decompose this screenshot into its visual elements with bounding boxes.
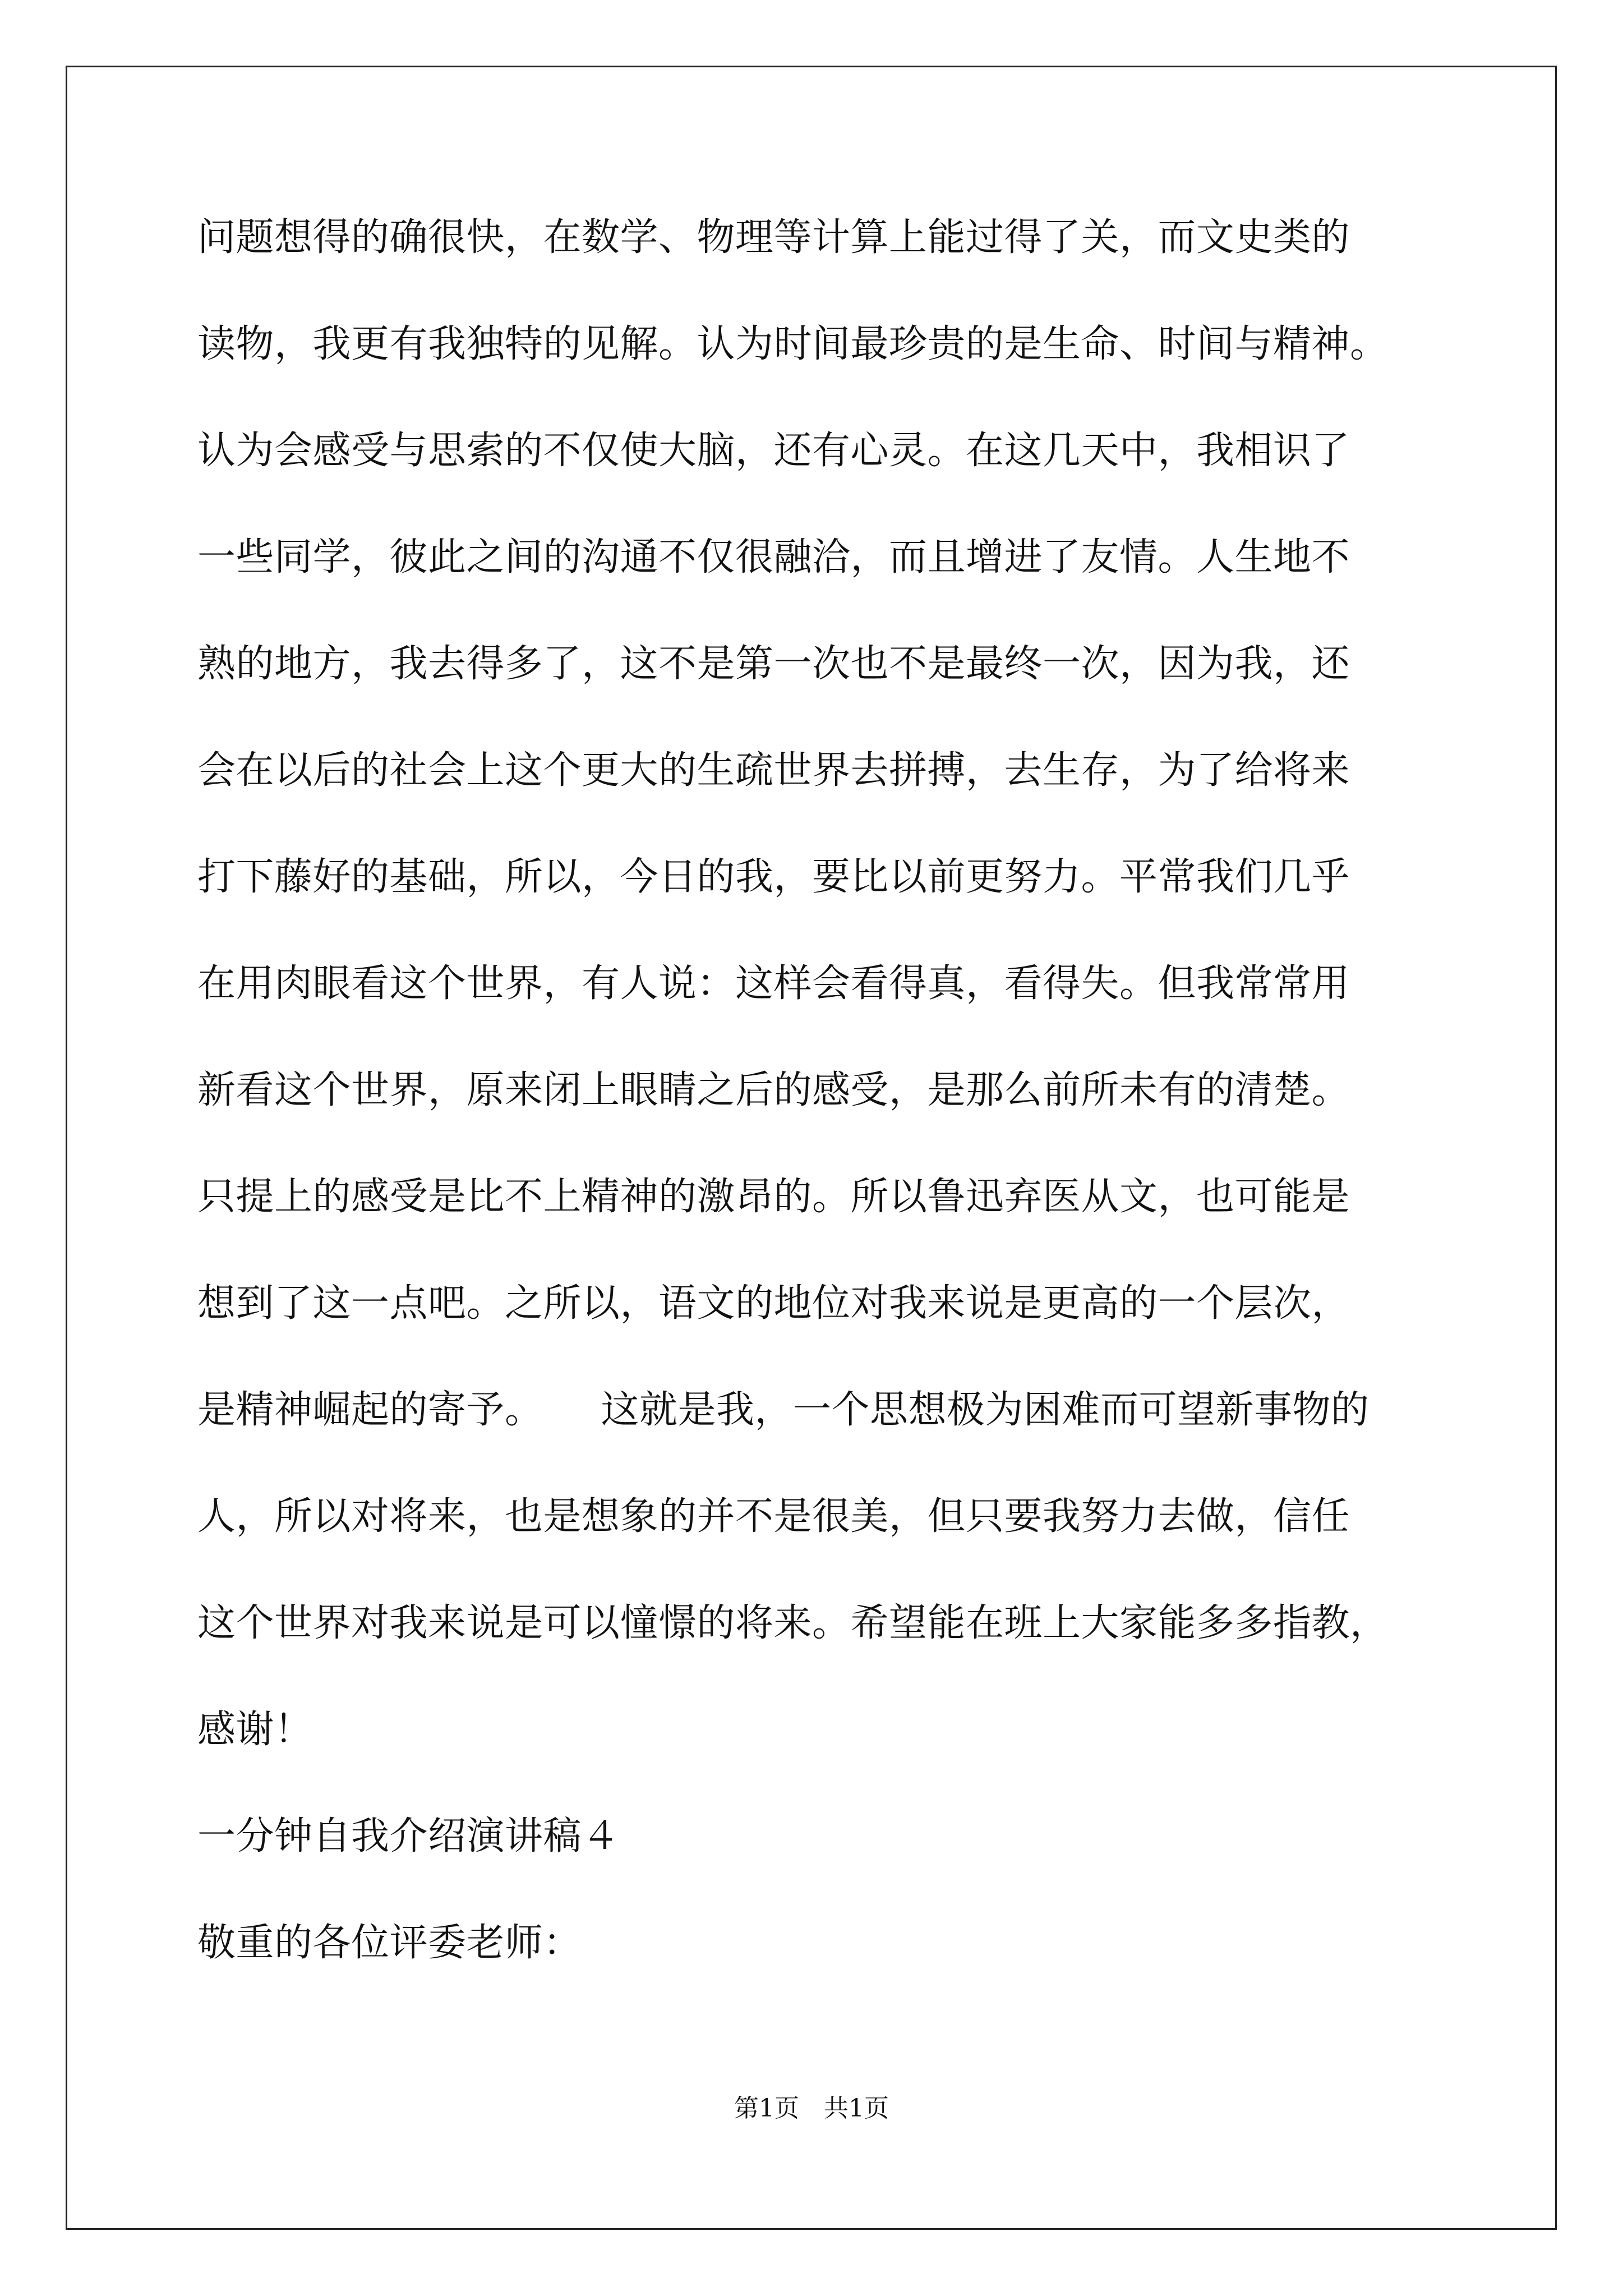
text-line: 熟的地方，我去得多了，这不是第一次也不是最终一次，因为我，还 (197, 642, 1350, 686)
text-line: 读物，我更有我独特的见解。认为时间最珍贵的是生命、时间与精神。 (197, 322, 1389, 366)
text-line: 想到了这一点吧。之所以，语文的地位对我来说是更高的一个层次， (197, 1281, 1350, 1326)
text-line: 人，所以对将来，也是想象的并不是很美，但只要我努力去做，信任 (197, 1494, 1350, 1539)
text-line: 问题想得的确很快，在数学、物理等计算上能过得了关，而文史类的 (197, 215, 1350, 260)
document-body (197, 217, 1459, 2028)
section-heading: 一分钟自我介绍演讲稿４ (197, 1814, 620, 1858)
text-line: 是精神崛起的寄予。 这就是我，一个思想极为困难而可望新事物的 (197, 1388, 1370, 1432)
text-line: 感谢！ (197, 1708, 313, 1752)
salutation-line: 敬重的各位评委老师： (197, 1921, 582, 1965)
text-line: 会在以后的社会上这个更大的生疏世界去拼搏，去生存，为了给将来 (197, 748, 1350, 793)
text-line: 一些同学，彼此之间的沟通不仅很融洽，而且增进了友情。人生地不 (197, 535, 1350, 579)
text-line: 这个世界对我来说是可以憧憬的将来。希望能在班上大家能多多指教， (197, 1601, 1389, 1645)
text-line: 打下藤好的基础，所以，今日的我，要比以前更努力。平常我们几乎 (197, 855, 1350, 899)
text-line: 新看这个世界，原来闭上眼睛之后的感受，是那么前所未有的清楚。 (197, 1068, 1350, 1112)
page-footer: 第1页 共1页 (734, 2094, 889, 2123)
text-line: 在用肉眼看这个世界，有人说：这样会看得真，看得失。但我常常用 (197, 961, 1350, 1006)
text-line: 认为会感受与思索的不仅使大脑，还有心灵。在这几天中，我相识了 (197, 429, 1350, 473)
text-line: 只提上的感受是比不上精神的激昂的。所以鲁迅弃医从文，也可能是 (197, 1175, 1350, 1219)
